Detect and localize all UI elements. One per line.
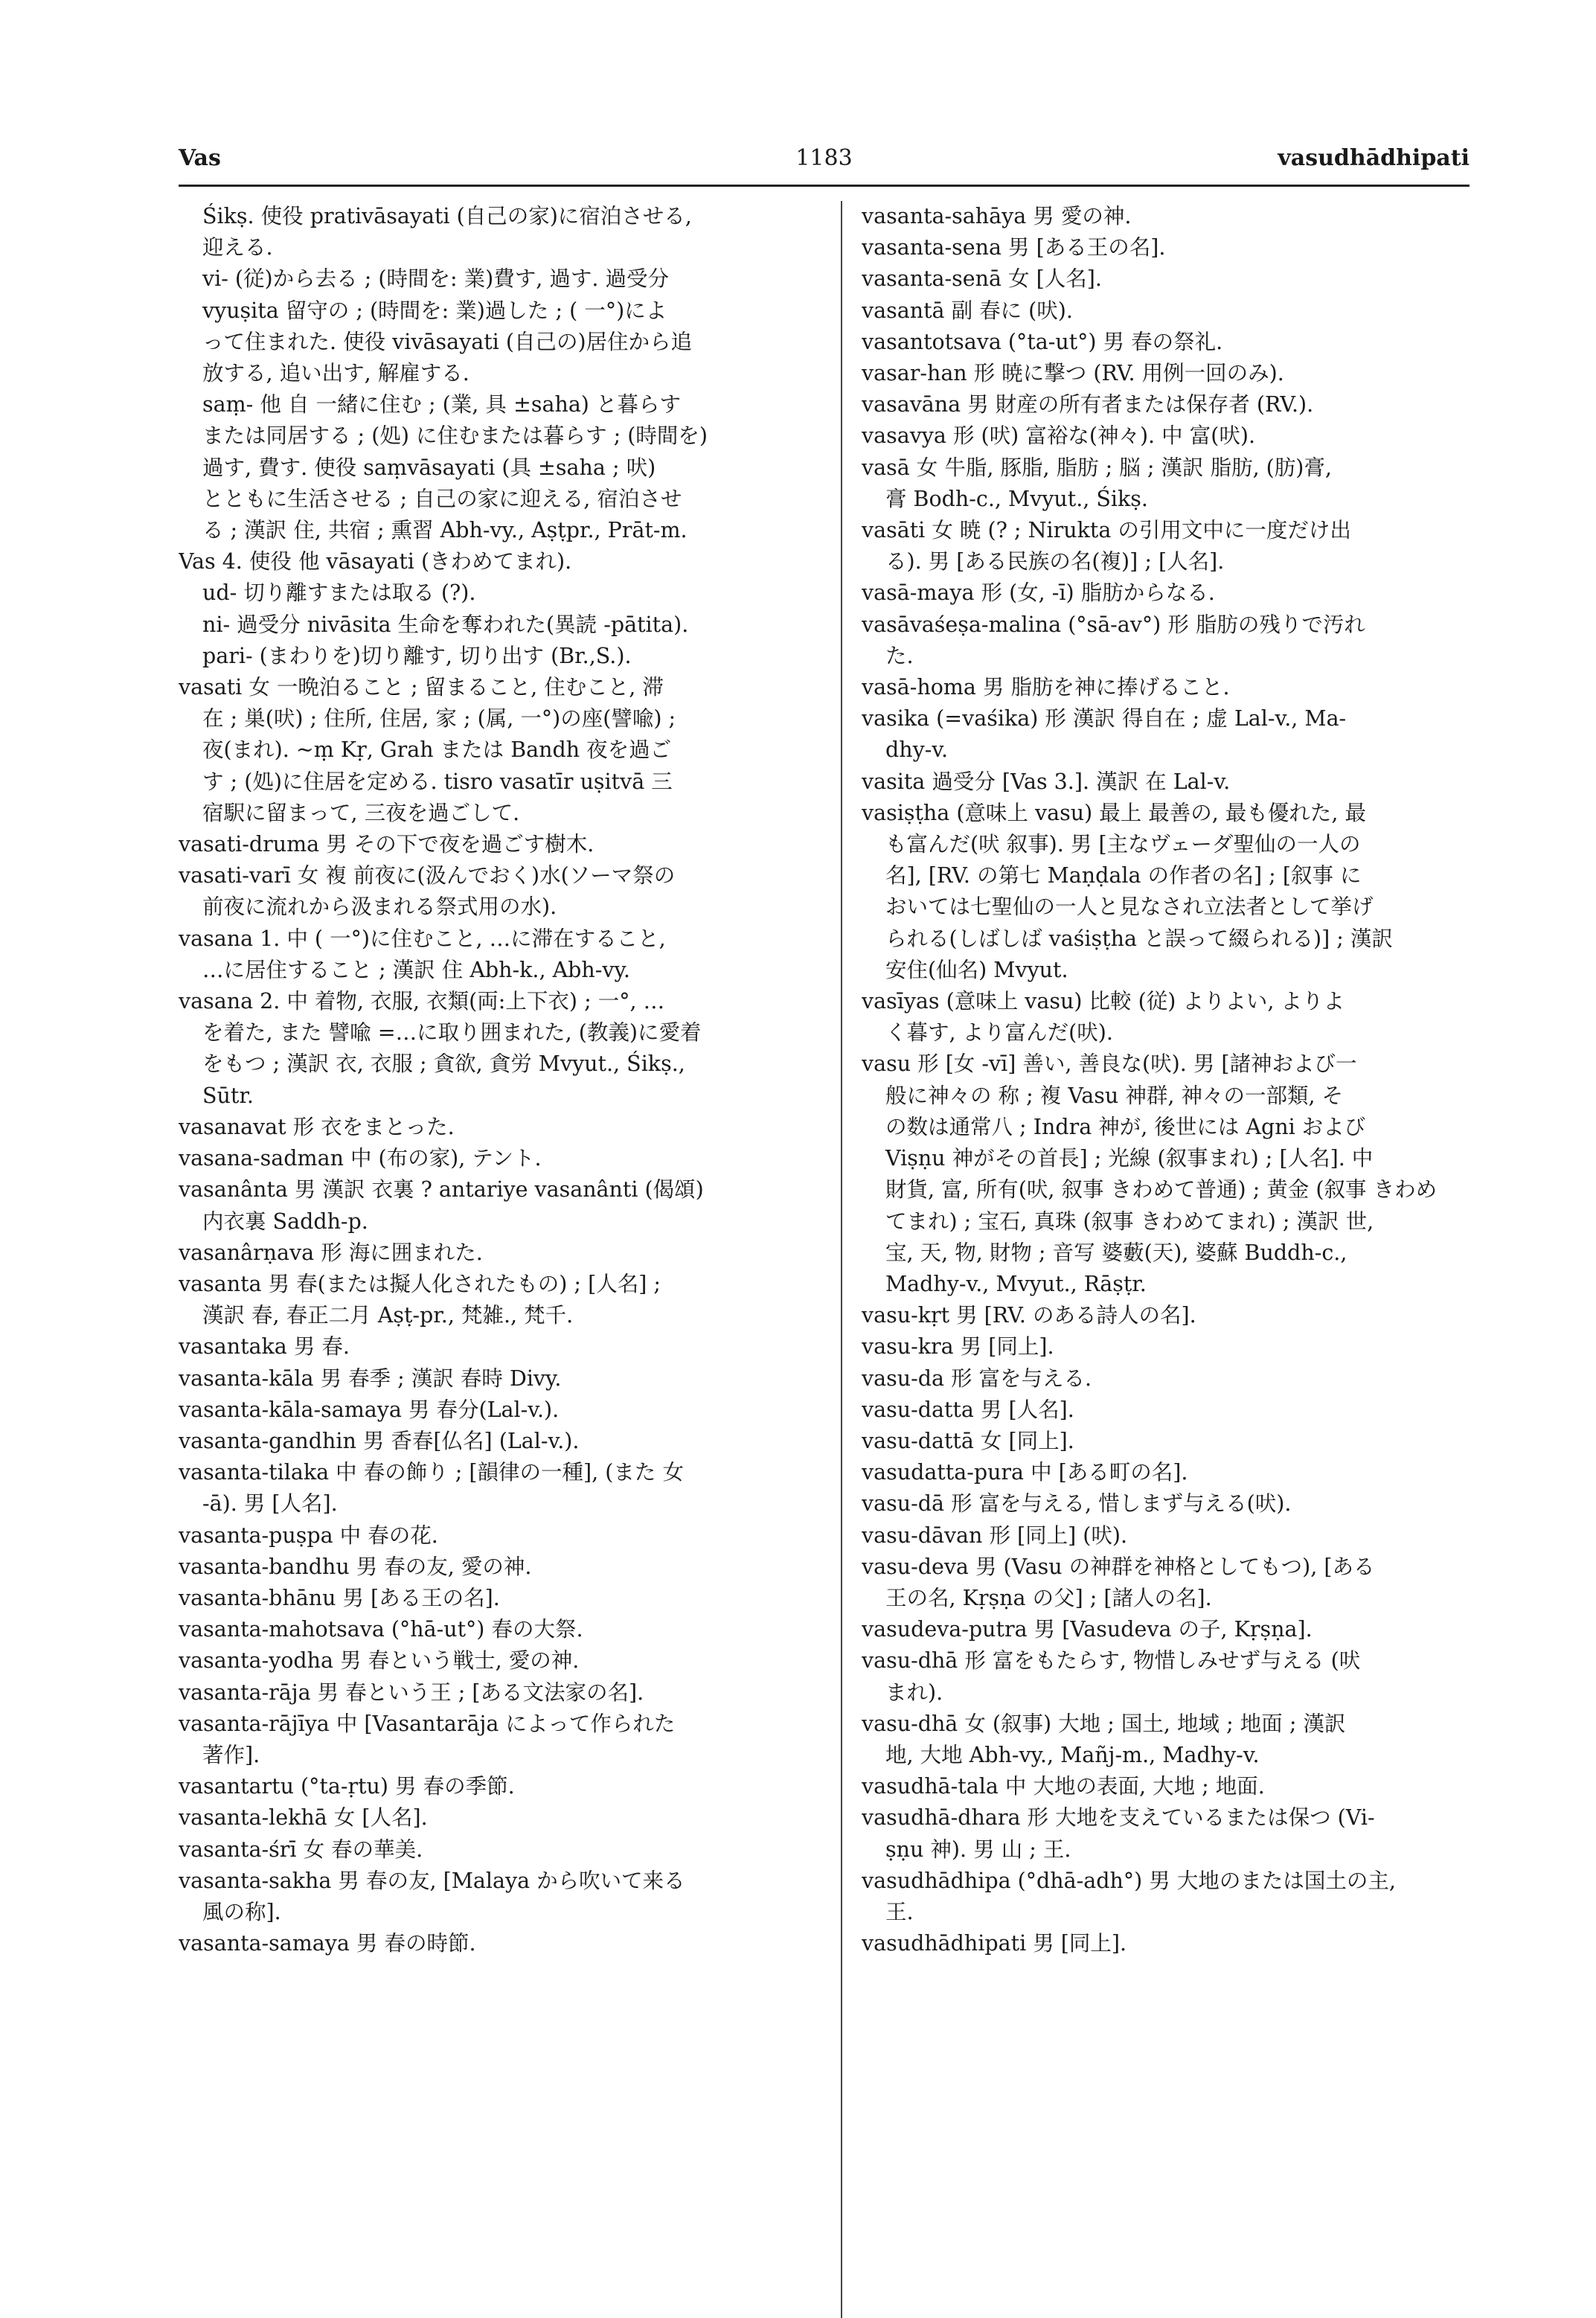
entry-line: vasanta-samaya 男 春の時節. bbox=[179, 1931, 476, 1956]
entry-line: vasāvaśeṣa-malina (°sā-av°) 形 脂肪の残りで汚れ bbox=[862, 612, 1365, 637]
entry-line: 王. bbox=[885, 1899, 914, 1924]
entry-line: す ; (処)に住居を定める. tisro vasatīr uṣitvā 三 bbox=[202, 769, 673, 794]
entry-line: ṣṇu 神). 男 山 ; 王. bbox=[885, 1837, 1071, 1862]
entry-line: Madhy-v., Mvyut., Rāṣṭr. bbox=[885, 1271, 1147, 1296]
entry-line: おいては七聖仙の一人と見なされ立法者として挙げ bbox=[885, 894, 1374, 920]
entry-line: vasu-dhā 女 (叙事) 大地 ; 国土, 地域 ; 地面 ; 漢訳 bbox=[862, 1711, 1346, 1736]
entry-line: vasavāna 男 財産の所有者または保存者 (RV.). bbox=[862, 392, 1314, 417]
entry-line: も富んだ(吠 叙事). 男 [主なヴェーダ聖仙の一人の bbox=[885, 832, 1361, 857]
entry-line: vasu-datta 男 [人名]. bbox=[862, 1397, 1074, 1422]
entry-line: られる(しばしば vaśiṣṭha と誤って綴られる)] ; 漢訳 bbox=[885, 926, 1393, 951]
entry-line: vyuṣita 留守の ; (時間を: 業)過した ; ( 一°)によ bbox=[202, 298, 667, 323]
entry-line: vasantā 副 春に (吠). bbox=[862, 298, 1073, 323]
entry-line: てまれ) ; 宝石, 真珠 (叙事 きわめてまれ) ; 漢訳 世, bbox=[885, 1208, 1374, 1234]
entry-line: vasanta-sena 男 [ある王の名]. bbox=[862, 235, 1166, 260]
entry-line: vasantotsava (°ta-ut°) 男 春の祭礼. bbox=[862, 329, 1223, 354]
entry-line: 放する, 追い出す, 解雇する. bbox=[202, 361, 469, 386]
entry-line: vasanta-kāla 男 春季 ; 漢訳 春時 Divy. bbox=[179, 1365, 562, 1391]
column-divider bbox=[841, 201, 842, 2318]
entry-line: vasanta-kāla-samaya 男 春分(Lal-v.). bbox=[179, 1397, 560, 1422]
entry-line: ni- 過受分 nivāsita 生命を奪われた(異読 -pātita). bbox=[202, 612, 689, 637]
entry-line: を着た, また 譬喩 =…に取り囲まれた, (教義)に愛着 bbox=[202, 1020, 702, 1046]
right-column bbox=[862, 201, 1464, 2318]
entry-line: vasu 形 [女 -vī] 善い, 善良な(吠). 男 [諸神および一 bbox=[862, 1051, 1357, 1077]
entry-line: vasudhā-tala 中 大地の表面, 大地 ; 地面. bbox=[862, 1774, 1265, 1799]
entry-line: 般に神々の 称 ; 複 Vasu 神群, 神々の一部類, そ bbox=[885, 1083, 1344, 1108]
entry-line: vasā 女 牛脂, 豚脂, 脂肪 ; 脳 ; 漢訳 脂肪, (肪)膏, bbox=[862, 455, 1332, 480]
entry-line: vasā-homa 男 脂肪を神に捧げること. bbox=[862, 675, 1230, 700]
entry-line: 迎える. bbox=[202, 235, 273, 260]
entry-line: vasanta-sakha 男 春の友, [Malaya から吹いて来る bbox=[179, 1868, 685, 1893]
entry-line: vasu-dattā 女 [同上]. bbox=[862, 1428, 1074, 1453]
entry-line: 名], [RV. の第七 Maṇḍala の作者の名] ; [叙事 に bbox=[885, 863, 1362, 889]
entry-line: vasu-kra 男 [同上]. bbox=[862, 1334, 1054, 1360]
entry-line: vasanta-yodha 男 春という戦士, 愛の神. bbox=[179, 1648, 580, 1674]
header-rule bbox=[179, 185, 1470, 187]
entry-line: vasanta-mahotsava (°hā-ut°) 春の大祭. bbox=[179, 1617, 583, 1642]
entry-line: vasanta-senā 女 [人名]. bbox=[862, 266, 1102, 292]
header-right-guide-word: vasudhādhipati bbox=[1278, 145, 1470, 171]
two-column-body bbox=[179, 201, 1470, 2318]
entry-line: vasudeva-putra 男 [Vasudeva の子, Kṛṣṇa]. bbox=[862, 1617, 1313, 1642]
entry-line: vasanta-bandhu 男 春の友, 愛の神. bbox=[179, 1554, 532, 1579]
entry-line: vasana 2. 中 着物, 衣服, 衣類(両:上下衣) ; 一°, … bbox=[179, 989, 665, 1014]
left-column bbox=[179, 201, 818, 2318]
entry-line: vasati 女 一晩泊ること ; 留まること, 住むこと, 滞 bbox=[179, 675, 664, 700]
entry-line: vasudhādhipati 男 [同上]. bbox=[862, 1931, 1127, 1956]
entry-line: …に居住すること ; 漢訳 住 Abh-k., Abh-vy. bbox=[202, 957, 630, 982]
entry-line: Śikṣ. 使役 prativāsayati (自己の家)に宿泊させる, bbox=[202, 204, 692, 228]
entry-line: vasanta-gandhin 男 香春[仏名] (Lal-v.). bbox=[179, 1428, 580, 1453]
entry-line: -ā). 男 [人名]. bbox=[202, 1491, 338, 1517]
entry-line: vasanavat 形 衣をまとった. bbox=[179, 1114, 455, 1139]
entry-line: vasāti 女 暁 (? ; Nirukta の引用文中に一度だけ出 bbox=[862, 518, 1351, 543]
entry-line: vasu-deva 男 (Vasu の神群を神格としてもつ), [ある bbox=[862, 1554, 1375, 1579]
entry-line: vasati-varī 女 複 前夜に(汲んでおく)水(ソーマ祭の bbox=[179, 863, 676, 889]
entry-line: 地, 大地 Abh-vy., Mañj-m., Madhy-v. bbox=[885, 1742, 1260, 1767]
entry-line: vasanta-śrī 女 春の華美. bbox=[179, 1837, 423, 1862]
entry-line: vasana-sadman 中 (布の家), テント. bbox=[179, 1146, 542, 1171]
entry-line: vasudatta-pura 中 [ある町の名]. bbox=[862, 1460, 1188, 1485]
entry-line: 宿駅に留まって, 三夜を過ごして. bbox=[202, 800, 520, 825]
entry-line: vasanta-lekhā 女 [人名]. bbox=[179, 1805, 428, 1831]
entry-line: 宝, 天, 物, 財物 ; 音写 婆藪(天), 婆蘇 Buddh-c., bbox=[885, 1240, 1347, 1265]
entry-line: vasu-dhā 形 富をもたらす, 物惜しみせず与える (吠 bbox=[862, 1648, 1361, 1674]
entry-line: 前夜に流れから汲まれる祭式用の水). bbox=[202, 894, 557, 920]
entry-line: vasanta-puṣpa 中 春の花. bbox=[179, 1523, 438, 1548]
entry-line: Viṣṇu 神がその首長] ; 光線 (叙事まれ) ; [人名]. 中 bbox=[885, 1146, 1374, 1171]
entry-line: 風の称]. bbox=[202, 1899, 281, 1924]
entry-line: 膏 Bodh-c., Mvyut., Śikṣ. bbox=[885, 486, 1148, 511]
entry-line: vasudhādhipa (°dhā-adh°) 男 大地のまたは国土の主, bbox=[862, 1868, 1396, 1893]
page-number: 1183 bbox=[795, 145, 853, 171]
entry-line: く暮す, より富んだ(吠). bbox=[885, 1020, 1113, 1046]
entry-line: 夜(まれ). ~ṃ Kṛ, Grah または Bandh 夜を過ご bbox=[202, 737, 672, 763]
entry-line: vasiṣṭha (意味上 vasu) 最上 最善の, 最も優れた, 最 bbox=[862, 800, 1367, 825]
entry-line: た. bbox=[885, 643, 914, 668]
entry-line: vasanta-rājīya 中 [Vasantarāja によって作られた bbox=[179, 1711, 676, 1736]
entry-line: vasanânta 男 漢訳 衣裏 ? antariye vasanânti (偈頌) bbox=[179, 1177, 704, 1203]
entry-line: vasudhā-dhara 形 大地を支えているまたは保つ (Vi- bbox=[862, 1805, 1375, 1831]
entry-line: 過す, 費す. 使役 saṃvāsayati (具 ±saha ; 吠) bbox=[202, 455, 656, 480]
entry-line: vasu-dāvan 形 [同上] (吠). bbox=[862, 1523, 1128, 1548]
entry-line: の数は通常八 ; Indra 神が, 後世には Agni および bbox=[885, 1114, 1366, 1139]
entry-line: 漢訳 春, 春正二月 Aṣṭ-pr., 梵雑., 梵千. bbox=[202, 1303, 574, 1328]
entry-line: vasati-druma 男 その下で夜を過ごす樹木. bbox=[179, 832, 595, 857]
entry-line: dhy-v. bbox=[885, 737, 949, 763]
entry-line: 王の名, Kṛṣṇa の父] ; [諸人の名]. bbox=[885, 1585, 1212, 1610]
entry-line: vasanta-rāja 男 春という王 ; [ある文法家の名]. bbox=[179, 1680, 644, 1705]
entry-line: vasu-dā 形 富を与える, 惜しまず与える(吠). bbox=[862, 1491, 1292, 1517]
entry-line: vasanta-sahāya 男 愛の神. bbox=[862, 204, 1132, 228]
entry-line: または同居する ; (処) に住むまたは暮らす ; (時間を) bbox=[202, 423, 708, 449]
entry-line: vasu-kṛt 男 [RV. のある詩人の名]. bbox=[862, 1303, 1196, 1328]
entry-line: る ; 漢訳 住, 共宿 ; 熏習 Abh-vy., Aṣṭpr., Prāt-m. bbox=[202, 518, 688, 543]
entry-line: vasanta 男 春(または擬人化されたもの) ; [人名] ; bbox=[179, 1271, 661, 1296]
entry-line: vasanârṇava 形 海に囲まれた. bbox=[179, 1240, 483, 1265]
entry-line: vasita 過受分 [Vas 3.]. 漢訳 在 Lal-v. bbox=[862, 769, 1231, 794]
entry-line: vasīyas (意味上 vasu) 比較 (従) よりよい, よりよ bbox=[862, 989, 1345, 1014]
entry-line: vasā-maya 形 (女, -ī) 脂肪からなる. bbox=[862, 580, 1215, 606]
entry-line: Vas 4. 使役 他 vāsayati (きわめてまれ). bbox=[179, 549, 572, 574]
entry-line: とともに生活させる ; 自己の家に迎える, 宿泊させ bbox=[202, 486, 682, 511]
entry-line: vasantaka 男 春. bbox=[179, 1334, 350, 1360]
entry-line: 安住(仙名) Mvyut. bbox=[885, 957, 1068, 982]
entry-line: vasanta-bhānu 男 [ある王の名]. bbox=[179, 1585, 500, 1610]
entry-line: って住まれた. 使役 vivāsayati (自己の)居住から追 bbox=[202, 329, 693, 354]
entry-line: 財貨, 富, 所有(吠, 叙事 きわめて普通) ; 黄金 (叙事 きわめ bbox=[885, 1177, 1438, 1203]
entry-line: vasantartu (°ta-ṛtu) 男 春の季節. bbox=[179, 1774, 515, 1799]
entry-line: vasana 1. 中 ( 一°)に住むこと, …に滞在すること, bbox=[179, 926, 666, 951]
entry-line: vasar-han 形 暁に撃つ (RV. 用例一回のみ). bbox=[862, 361, 1284, 386]
entry-line: pari- (まわりを)切り離す, 切り出す (Br.,S.). bbox=[202, 643, 632, 668]
entry-line: ud- 切り離すまたは取る (?). bbox=[202, 580, 476, 606]
entry-line: vasavya 形 (吠) 富裕な(神々). 中 富(吠). bbox=[862, 423, 1256, 449]
page-header bbox=[179, 145, 1470, 182]
header-left-guide-word: Vas bbox=[179, 145, 221, 171]
entry-line: 在 ; 巣(吠) ; 住所, 住居, 家 ; (属, 一°)の座(譬喩) ; bbox=[202, 706, 676, 731]
entry-line: 内衣裏 Saddh-p. bbox=[202, 1208, 368, 1234]
entry-line: vi- (従)から去る ; (時間を: 業)費す, 過す. 過受分 bbox=[202, 266, 670, 292]
entry-line: vasu-da 形 富を与える. bbox=[862, 1365, 1092, 1391]
entry-line: まれ). bbox=[885, 1680, 943, 1705]
entry-line: 著作]. bbox=[202, 1742, 260, 1767]
entry-line: vasanta-tilaka 中 春の飾り ; [韻律の一種], (また 女 bbox=[179, 1460, 684, 1485]
entry-line: る). 男 [ある民族の名(複)] ; [人名]. bbox=[885, 549, 1225, 574]
entry-line: Sūtr. bbox=[202, 1083, 254, 1108]
entry-line: vasika (=vaśika) 形 漢訳 得自在 ; 虚 Lal-v., Ma- bbox=[862, 706, 1347, 731]
entry-line: をもつ ; 漢訳 衣, 衣服 ; 貪欲, 貪労 Mvyut., Śikṣ., bbox=[202, 1051, 685, 1077]
entry-line: saṃ- 他 自 一緒に住む ; (業, 具 ±saha) と暮らす bbox=[202, 392, 681, 417]
